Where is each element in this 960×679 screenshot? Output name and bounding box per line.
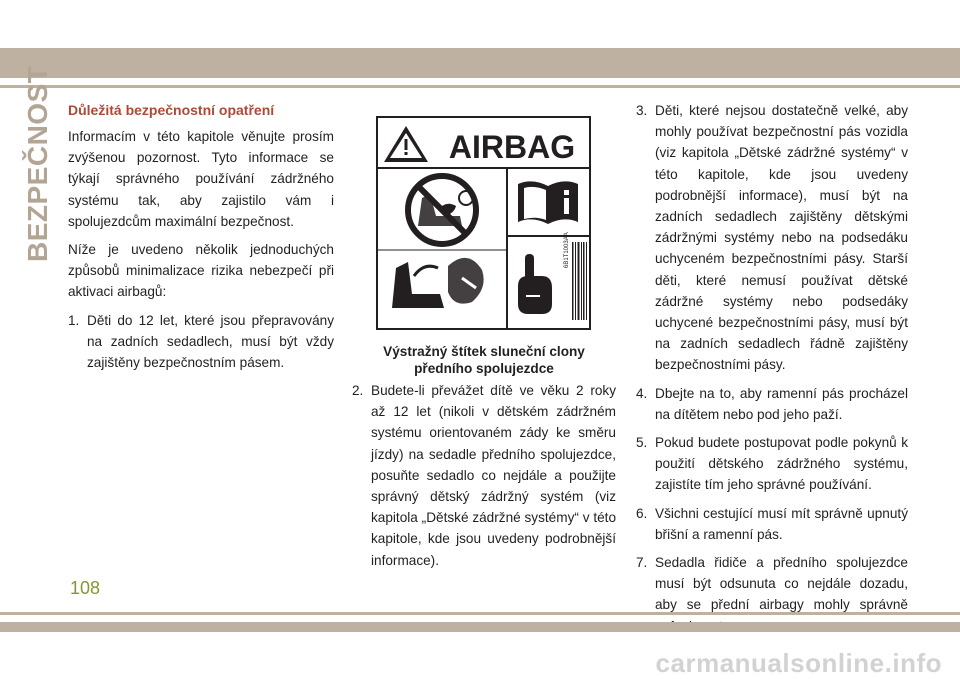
section-tab: BEZPEČNOST [22,65,53,262]
read-manual-icon [518,181,578,224]
list-number: 2. [352,383,364,398]
no-rear-facing-child-seat-icon [408,176,476,244]
list-number: 7. [636,555,648,571]
footer-band [0,622,960,632]
airbag-label-title: AIRBAG [448,129,576,165]
header-rule [0,85,960,88]
list-number: 6. [636,505,648,521]
airbag-label-graphic [378,118,589,328]
column-1 [68,100,334,380]
finger-warning-icon [518,254,552,314]
list-text: Dbejte na to, aby ramenní pás procházel na dítětem nebo pod jeho paží. [655,385,908,422]
figure-caption [352,343,616,377]
airbag-warning-label [376,116,591,330]
footer-rule [0,612,960,615]
list-text: Děti do 12 let, které jsou přepravovány na zadních sedadlech, musí být vždy zajištěny bezpečnostním pásem. [87,312,334,371]
list-text: Budete-li převážet dítě ve věku 2 roky až 12 let (nikoli v dětském zádržném systému orientovaném zády ke směru jízdy) na sedadle předního spolujezdce, posuňte sedadlo co nejdále a použijte správný dětský zádržný systém (viz kapitola „Dětské zádržné systémy“ v této kapitole, kde jsou uvedeny podrobnější informace). [371,383,616,568]
list-number: 3. [636,103,648,118]
list-number: 1. [68,312,80,328]
list-item [636,503,908,545]
list-item [636,100,908,376]
list-item [636,383,908,425]
airbag-deployment-icon [392,258,484,308]
warning-triangle-icon [384,126,428,162]
list-item [352,380,616,571]
barcode-icon [564,232,587,320]
watermark: carmanualsonline.info [655,648,942,678]
column-2 [352,380,616,578]
page-number: 108 [70,578,101,598]
list-item [68,310,334,374]
column-3 [636,100,908,644]
intro-paragraph: Informacím v této kapitole věnujte prosím zvýšenou pozornost. Tyto informace se týkají správného používání zádržného systému tak, aby zajistilo vám i spolujezdcům maximální bezpečnost. [68,129,334,229]
list-number: 5. [636,435,648,451]
caption-line-1: Výstražný štítek sluneční clony [383,344,585,359]
header-band [0,48,960,78]
list-text: Všichni cestující musí mít správně upnutý břišní a ramenní pás. [655,505,908,542]
caption-line-2: předního spolujezdce [414,361,554,376]
list-text: Pokud budete postupovat podle pokynů k použití dětského zádržného systému, zajistíte tím jeho správné používání. [655,435,908,493]
list-text: Děti, které nejsou dostatečně velké, aby mohly používat bezpečnostní pás vozidla (viz kapitola „Dětské zádržné systémy“ v této kapitole, kde jsou uvedeny podrobnější informace), musí být na zadních sedadlech zajištěny dětskými zádržnými systémy nebo na podsedáku uchyceném bezpečnostními pásy. Starší děti, které nemusí používat dětské zádržné systémy nebo podsedáky uchycené bezpečnostními pásy, musí být na zadních sedadlech řádně zajištěny bezpečnostními pásy. [655,103,908,373]
list-item [636,432,908,496]
list-text: Sedadla řidiče a předního spolujezdce musí být odsunuta co nejdále dozadu, aby se přední airbagy mohly správně [655,555,908,613]
barcode-text: 6B1T1003AA [564,232,570,268]
section-heading: Důležitá bezpečnostní opatření [68,102,275,118]
list-number: 4. [636,385,648,401]
tips-intro-paragraph: Níže je uvedeno několik jednoduchých způsobů minimalizace rizika nebezpečí při aktivaci airbagů: [68,242,334,300]
